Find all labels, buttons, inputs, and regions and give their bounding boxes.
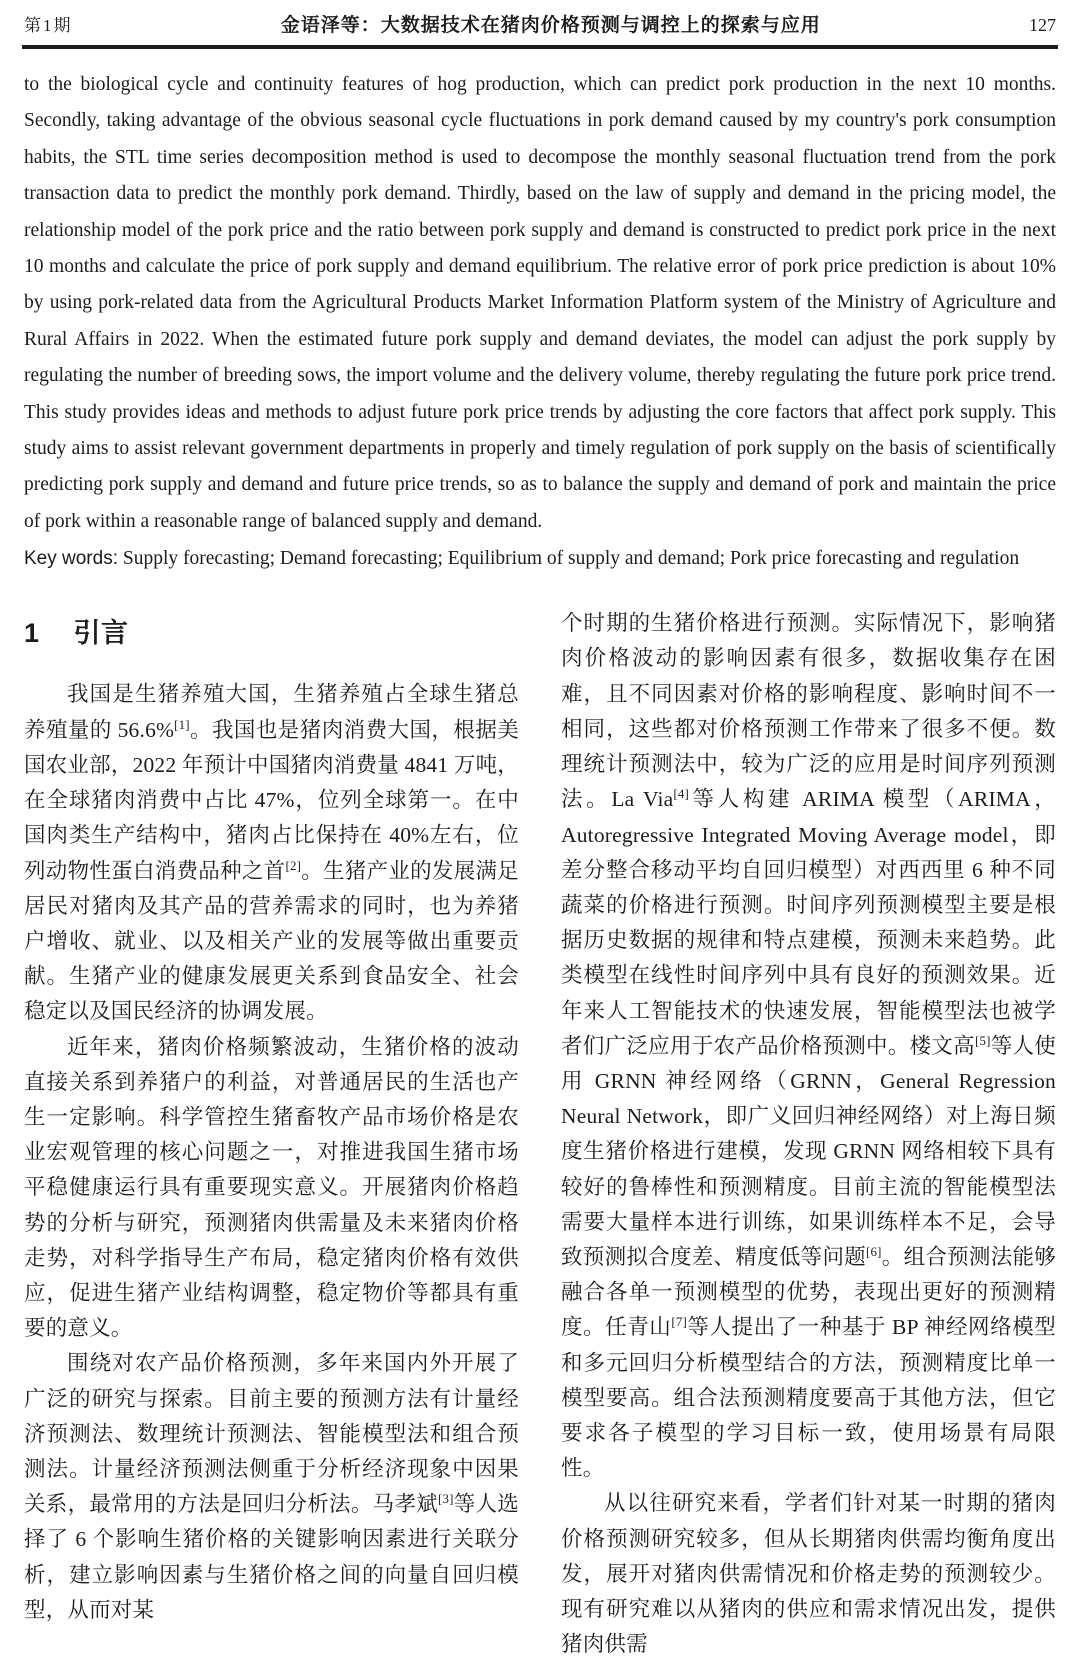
section-number: 1 xyxy=(24,618,40,649)
text-run: 围绕对农产品价格预测，多年来国内外开展了广泛的研究与探索。目前主要的预测方法有计量经济预测法、数理统计预测法、智能模型法和组合预测法。计量经济预测法侧重于分析经济现象中因果关系，最常用的方法是回归分析法。马孝斌 xyxy=(24,1351,519,1517)
column-left xyxy=(24,606,519,1662)
citation-ref: [4] xyxy=(673,787,690,802)
text-run: 个时期的生猪价格进行预测。实际情况下，影响猪肉价格波动的影响因素有很多，数据收集存在困难，且不同因素对价格的影响程度、影响时间不一相同，这些都对价格预测工作带来了很多不便。数理统计预测法中，较为广泛的应用是时间序列预测法。La Via xyxy=(561,611,1056,812)
running-title: 金语泽等：大数据技术在猪肉价格预测与调控上的探索与应用 xyxy=(280,15,821,36)
keywords-text: Supply forecasting; Demand forecasting; Equilibrium of supply and demand; Pork price forecasting and regulation xyxy=(117,548,1020,570)
text-run: 。生猪产业的发展满足居民对猪肉及其产品的营养需求的同时，也为养猪户增收、就业、以及相关产业的发展等做出重要贡献。生猪产业的健康发展更关系到食品安全、社会稳定以及国民经济的协调发展。 xyxy=(24,858,519,1024)
keywords-label: Key words: xyxy=(24,548,118,570)
citation-ref: [1] xyxy=(174,717,190,732)
paragraph xyxy=(24,1346,519,1628)
citation-ref: [3] xyxy=(437,1492,454,1506)
text-run: 等人构建 ARIMA 模型（ARIMA，Autoregressive Integrated Moving Average model，即差分整合移动平均自回归模型）对西西里 6 种不同蔬菜的价格进行预测。时间序列预测模型主要是根据历史数据的规律和特点建模，预测未来趋势。此类模型在线性时间序列中具有良好的预测效果。近年来人工智能技术的快速发展，智能模型法也被学者们广泛应用于农产品价格预测中。楼文高 xyxy=(561,787,1057,1058)
keywords-line xyxy=(24,542,1056,576)
column-right xyxy=(561,606,1056,1662)
paragraph xyxy=(24,677,519,1029)
paragraph xyxy=(24,1030,519,1347)
text-run: 等人使用 GRNN 神经网络（GRNN，General Regression Neural Network，即广义回归神经网络）对上海日频度生猪价格进行建模，发现 GRNN 网络相较下具有较好的鲁棒性和预测精度。目前主流的智能模型法需要大量样本进行训练，如果训练样本不足，会导致预测拟合度差、精度低等问题 xyxy=(561,1033,1056,1269)
paragraph xyxy=(561,606,1056,1486)
section-title: 引言 xyxy=(73,618,129,649)
text-run: 。我国也是猪肉消费大国，根据美国农业部，2022 年预计中国猪肉消费量 4841 万吨，在全球猪肉消费中占比 47%，位列全球第一。在中国肉类生产结构中，猪肉占比保持在 40%左右，位列动物性蛋白消费品种之首 xyxy=(24,717,519,883)
section-heading xyxy=(24,616,519,651)
introduction-section xyxy=(22,606,1058,1662)
text-run: 。组合预测法能够融合各单一预测模型的优势，表现出更好的预测精度。任青山 xyxy=(561,1244,1056,1340)
journal-issue: 第1期 xyxy=(24,16,73,35)
header-rule xyxy=(22,45,1058,49)
citation-ref: [7] xyxy=(671,1315,688,1330)
text-run: 等人选择了 6 个影响生猪价格的关键影响因素进行关联分析，建立影响因素与生猪价格之间的向量自回归模型，从而对某 xyxy=(24,1492,519,1622)
citation-ref: [5] xyxy=(974,1033,991,1048)
citation-ref: [6] xyxy=(866,1244,882,1259)
text-run: 从以往研究来看，学者们针对某一时期的猪肉价格预测研究较多，但从长期猪肉供需均衡角度出发，展开对猪肉供需情况和价格走势的预测较少。现有研究难以从猪肉的供应和需求情况出发，提供猪肉供需 xyxy=(561,1491,1056,1657)
text-run: 我国是生猪养殖大国，生猪养殖占全球生猪总养殖量的 56.6% xyxy=(24,682,519,742)
running-header xyxy=(22,6,1058,43)
text-run: 近年来，猪肉价格频繁波动，生猪价格的波动直接关系到养猪户的利益，对普通居民的生活也产生一定影响。科学管控生猪畜牧产品市场价格是农业宏观管理的核心问题之一，对推进我国生猪市场平稳健康运行具有重要现实意义。开展猪肉价格趋势的分析与研究，预测猪肉供需量及未来猪肉价格走势，对科学指导生产布局，稳定猪肉价格有效供应，促进生猪产业结构调整，稳定物价等都具有重要的意义。 xyxy=(24,1034,519,1341)
paragraph xyxy=(561,1486,1056,1662)
text-run: 等人提出了一种基于 BP 神经网络模型和多元回归分析模型结合的方法，预测精度比单一模型要高。组合法预测精度要高于其他方法，但它要求各子模型的学习目标一致，使用场景有局限性。 xyxy=(561,1315,1056,1481)
page-number: 127 xyxy=(1028,15,1056,35)
abstract-continuation: to the biological cycle and continuity features of hog production, which can predict pork production in the next 10 months. Secondly, taking advantage of the obvious seasonal cycle fluctuations in pork demand caused by my country's pork consumption habits, the STL time series decomposition method is used to decompose the monthly seasonal fluctuation trend from the pork transaction data to predict the monthly pork demand. Thirdly, based on the law of supply and demand in the pricing model, the relationship model of the pork price and the ratio between pork supply and demand is constructed to predict pork price in the next 10 months and calculate the price of pork supply and demand equilibrium. The relative error of pork price prediction is about 10% by using pork-related data from the Agricultural Products Market Information Platform system of the Ministry of Agriculture and Rural Affairs in 2022. When the estimated future pork supply and demand deviates, the model can adjust the pork supply by regulating the number of breeding sows, the import volume and the delivery volume, thereby regulating the future pork price trend. This study provides ideas and methods to adjust future pork price trends by adjusting the core factors that affect pork supply. This study aims to assist relevant government departments in properly and timely regulation of pork supply on the basis of scientifically predicting pork supply and demand and future price trends, so as to balance the supply and demand of pork and maintain the price of pork within a reasonable range of balanced supply and demand. xyxy=(24,74,1056,532)
citation-ref: [2] xyxy=(285,858,302,873)
